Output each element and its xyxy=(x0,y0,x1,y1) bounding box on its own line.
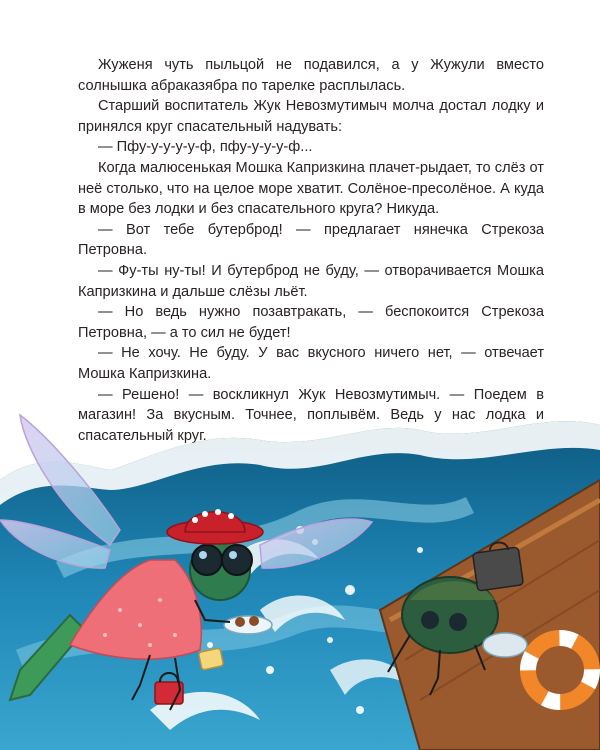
story-text xyxy=(78,55,544,446)
briefcase xyxy=(473,547,524,591)
paragraph-2: Старший воспитатель Жук Невозмутимыч молча достал лодку и принялся круг спасательный надувать: xyxy=(78,98,544,135)
sandwich xyxy=(198,648,223,670)
paragraph-9: — Решено! — воскликнул Жук Невозмутимыч. — Поедем в магазин! За вкусным. Точнее, поплывём. Ведь у нас лодка и спасательный круг. xyxy=(78,386,544,444)
paragraph-3: — Пфу-у-у-у-у-ф, пфу-у-у-у-ф... xyxy=(98,139,313,156)
cookie-plate xyxy=(224,616,272,634)
paragraph-7: — Но ведь нужно позавтракать, — беспокоится Стрекоза Петровна, — а то сил не будет! xyxy=(78,304,544,341)
paragraph-8: — Не хочу. Не буду. У вас вкусного ничего нет, — отвечает Мошка Капризкина. xyxy=(78,345,544,382)
illustration xyxy=(0,410,600,750)
paragraph-4: Когда малюсенькая Мошка Капризкина плачет-рыдает, то слёз от неё столько, что на целое море хватит. Солёное-пресолёное. А куда в море без лодки и без спасательного круга? Никуда. xyxy=(78,159,544,218)
sea-scene-illustration xyxy=(0,410,600,750)
paragraph-1: Жуженя чуть пыльцой не подавился, а у Жужули вместо солнышка абраказябра по тарелке расплылась. xyxy=(78,57,544,94)
paragraph-5: — Вот тебе бутерброд! — предлагает нянечка Стрекоза Петровна. xyxy=(78,221,544,259)
paragraph-6: — Фу-ты ну-ты! И бутерброд не буду, — отворачивается Мошка Капризкина и дальше слёзы льёт. xyxy=(78,262,544,300)
